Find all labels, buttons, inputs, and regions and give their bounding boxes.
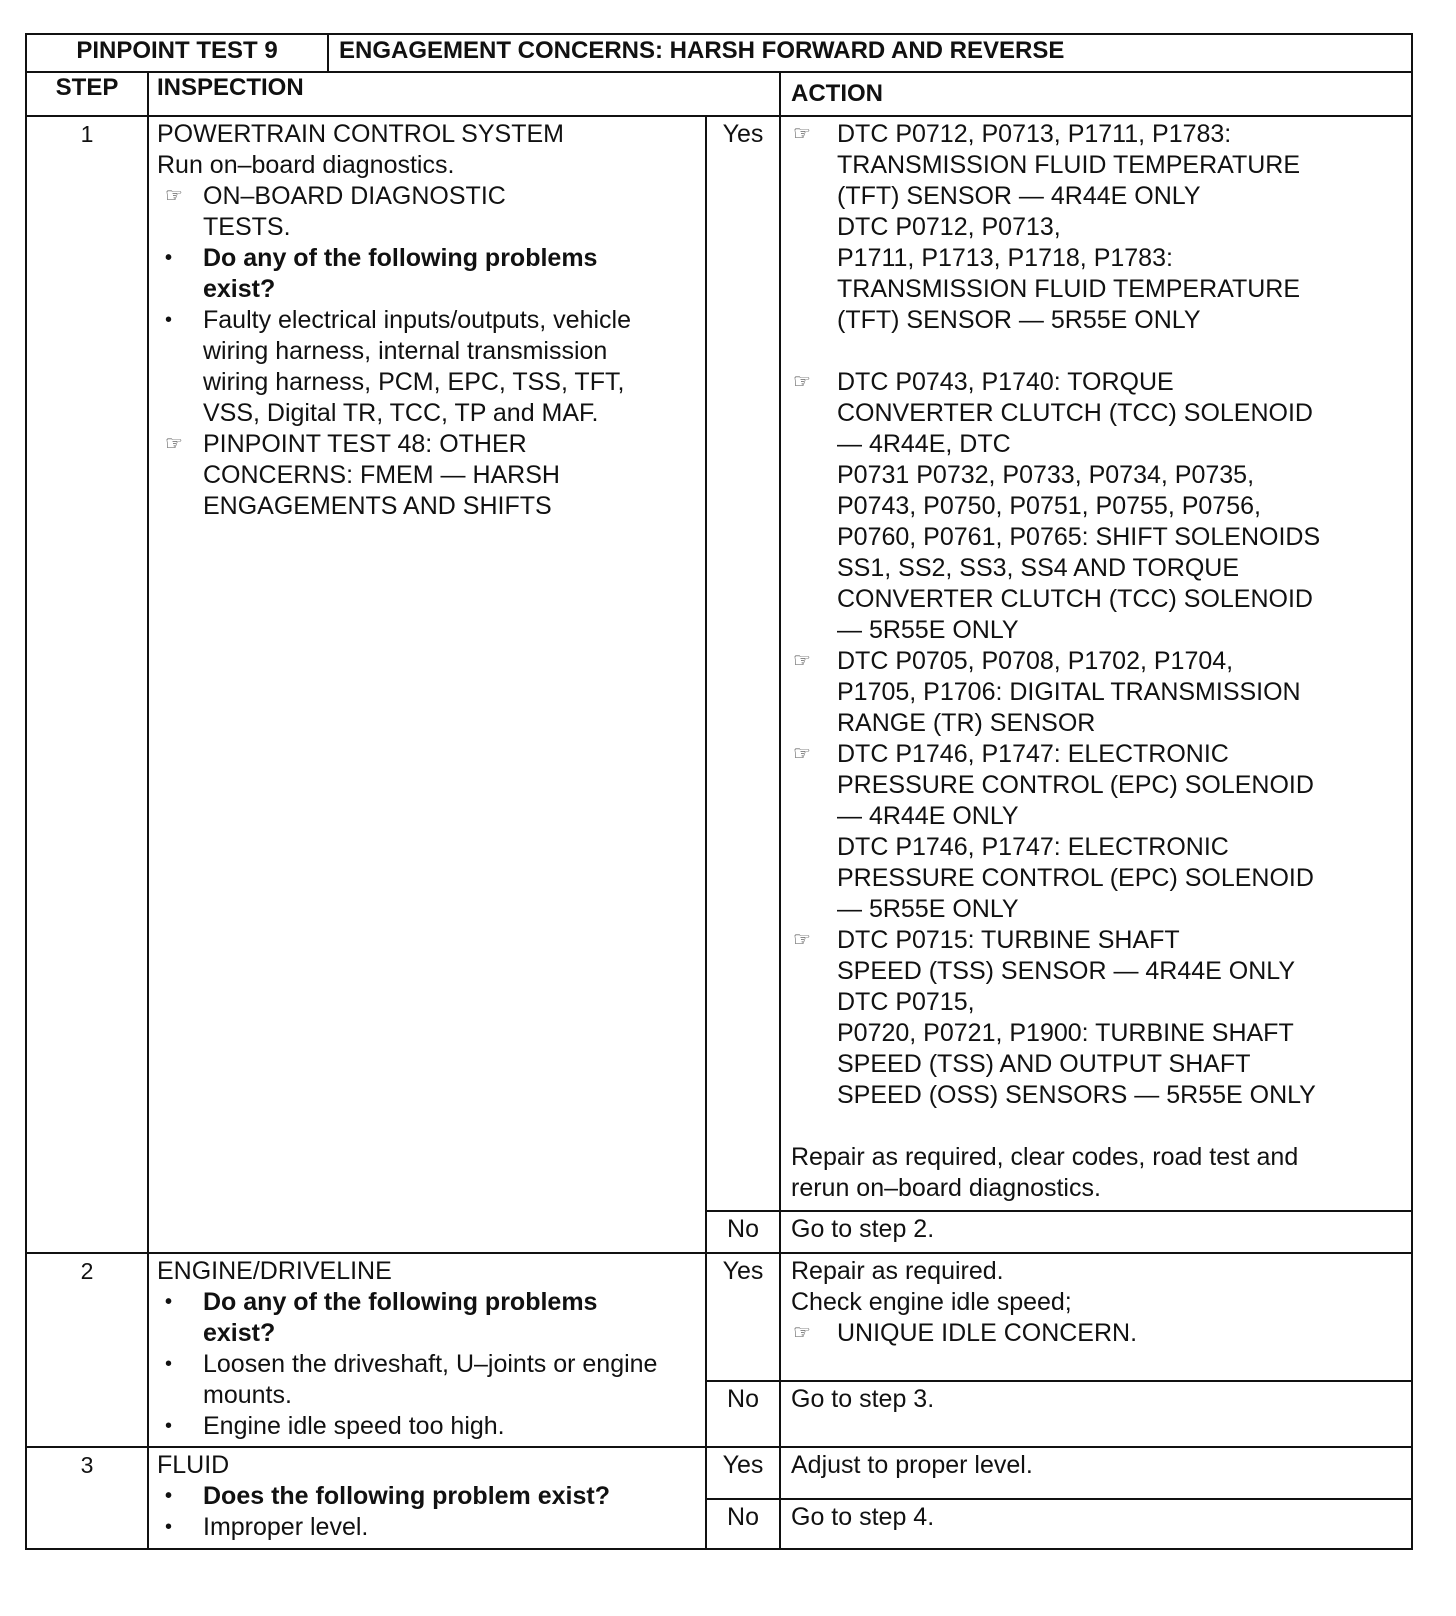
dtc-ref-line[interactable]: P0760, P0761, P0765: SHIFT SOLENOIDS — [837, 523, 1321, 551]
test-id: PINPOINT TEST 9 — [26, 34, 328, 72]
dtc-ref-line[interactable]: — 5R55E ONLY — [837, 616, 1019, 644]
dtc-ref-line[interactable]: P1705, P1706: DIGITAL TRANSMISSION — [837, 678, 1301, 706]
dtc-ref-line[interactable]: SPEED (OSS) SENSORS — 5R55E ONLY — [837, 1081, 1316, 1109]
reference-hand-icon: ☞ — [793, 1322, 811, 1344]
bullet-icon: • — [165, 1485, 173, 1507]
reference-hand-icon: ☞ — [165, 185, 183, 207]
dtc-ref-line[interactable]: P0720, P0721, P1900: TURBINE SHAFT — [837, 1019, 1294, 1047]
problem-text-l4: VSS, Digital TR, TCC, TP and MAF. — [203, 399, 599, 427]
dtc-ref-line[interactable]: — 4R44E, DTC — [837, 430, 1011, 458]
final-instruction-cont: rerun on–board diagnostics. — [791, 1174, 1101, 1202]
problem-text: Engine idle speed too high. — [203, 1412, 505, 1440]
reference-link-l2[interactable]: CONCERNS: FMEM — HARSH — [203, 461, 560, 489]
dtc-ref-line[interactable]: (TFT) SENSOR — 4R44E ONLY — [837, 182, 1201, 210]
question: Does the following problem exist? — [203, 1482, 610, 1510]
dtc-ref-line[interactable]: P0743, P0750, P0751, P0755, P0756, — [837, 492, 1261, 520]
step-3-no-action: Go to step 4. — [780, 1499, 1412, 1549]
step-1-yes-row — [26, 116, 1412, 1211]
problem-text: Improper level. — [203, 1513, 369, 1541]
yes-label: Yes — [706, 1447, 780, 1499]
reference-hand-icon: ☞ — [793, 371, 811, 393]
dtc-ref-line[interactable]: DTC P0712, P0713, P1711, P1783: — [837, 120, 1232, 148]
question: Do any of the following problems — [203, 1288, 598, 1316]
reference-hand-icon: ☞ — [793, 929, 811, 951]
reference-link-cont[interactable]: TESTS. — [203, 213, 291, 241]
step-2-yes-row — [26, 1253, 1412, 1381]
dtc-ref-line[interactable]: — 4R44E ONLY — [837, 802, 1019, 830]
step-number: 2 — [26, 1253, 148, 1447]
action-line: Repair as required. — [791, 1257, 1004, 1285]
step-number: 3 — [26, 1447, 148, 1549]
bullet-icon: • — [165, 1353, 173, 1375]
step-2-no-action: Go to step 3. — [780, 1381, 1412, 1447]
column-header-row — [26, 72, 1412, 116]
test-title: ENGAGEMENT CONCERNS: HARSH FORWARD AND REVERSE — [328, 34, 1412, 72]
system-name: FLUID — [157, 1451, 230, 1479]
step-3-yes-action: Adjust to proper level. — [780, 1447, 1412, 1499]
dtc-ref-line[interactable]: RANGE (TR) SENSOR — [837, 709, 1096, 737]
step-1-no-action: Go to step 2. — [780, 1211, 1412, 1253]
dtc-ref-line[interactable]: SPEED (TSS) AND OUTPUT SHAFT — [837, 1050, 1251, 1078]
reference-hand-icon: ☞ — [793, 650, 811, 672]
problem-text-l2: wiring harness, internal transmission — [203, 337, 608, 365]
reference-link-l3[interactable]: ENGAGEMENTS AND SHIFTS — [203, 492, 552, 520]
reference-hand-icon: ☞ — [793, 743, 811, 765]
inspection-header: INSPECTION — [148, 72, 780, 116]
dtc-ref-line[interactable]: PRESSURE CONTROL (EPC) SOLENOID — [837, 864, 1314, 892]
dtc-ref-line[interactable]: TRANSMISSION FLUID TEMPERATURE — [837, 275, 1301, 303]
reference-link[interactable]: PINPOINT TEST 48: OTHER — [203, 430, 527, 458]
reference-link[interactable]: ON–BOARD DIAGNOSTIC — [203, 182, 506, 210]
question: Do any of the following problems — [203, 244, 598, 272]
spacer — [791, 336, 1401, 367]
dtc-ref-line[interactable]: P0731 P0732, P0733, P0734, P0735, — [837, 461, 1255, 489]
dtc-ref-line[interactable]: DTC P0715, — [837, 988, 975, 1016]
yes-label: Yes — [706, 116, 780, 1211]
step-number: 1 — [26, 116, 148, 1253]
action-line: Check engine idle speed; — [791, 1288, 1072, 1316]
step-1-inspection — [148, 116, 706, 1253]
yes-label: Yes — [706, 1253, 780, 1381]
no-label: No — [706, 1381, 780, 1447]
dtc-ref-line[interactable]: DTC P0743, P1740: TORQUE — [837, 368, 1174, 396]
dtc-ref-line[interactable]: — 5R55E ONLY — [837, 895, 1019, 923]
system-name: POWERTRAIN CONTROL SYSTEM — [157, 120, 564, 148]
bullet-icon: • — [165, 247, 173, 269]
step-3-yes-row — [26, 1447, 1412, 1499]
bullet-icon: • — [165, 1415, 173, 1437]
instruction: Run on–board diagnostics. — [157, 151, 455, 179]
problem-text-cont: mounts. — [203, 1381, 292, 1409]
no-label: No — [706, 1499, 780, 1549]
pinpoint-test-sheet — [25, 33, 1411, 1550]
no-label: No — [706, 1211, 780, 1253]
dtc-ref-line[interactable]: CONVERTER CLUTCH (TCC) SOLENOID — [837, 585, 1313, 613]
step-2-yes-action — [780, 1253, 1412, 1381]
dtc-ref-line[interactable]: DTC P0705, P0708, P1702, P1704, — [837, 647, 1234, 675]
dtc-ref-line[interactable]: DTC P1746, P1747: ELECTRONIC — [837, 833, 1229, 861]
step-header: STEP — [26, 72, 148, 116]
dtc-ref-line[interactable]: CONVERTER CLUTCH (TCC) SOLENOID — [837, 399, 1313, 427]
final-instruction: Repair as required, clear codes, road test and — [791, 1143, 1299, 1171]
spacer — [791, 1111, 1401, 1142]
problem-text: Faulty electrical inputs/outputs, vehicle — [203, 306, 631, 334]
bullet-icon: • — [165, 309, 173, 331]
step-2-inspection — [148, 1253, 706, 1447]
system-name: ENGINE/DRIVELINE — [157, 1257, 392, 1285]
problem-text-l3: wiring harness, PCM, EPC, TSS, TFT, — [203, 368, 625, 396]
dtc-ref-line[interactable]: DTC P0712, P0713, — [837, 213, 1061, 241]
dtc-ref-line[interactable]: P1711, P1713, P1718, P1783: — [837, 244, 1173, 272]
question-cont: exist? — [203, 1319, 276, 1347]
diagnostic-table — [25, 33, 1413, 1550]
bullet-icon: • — [165, 1291, 173, 1313]
dtc-ref-line[interactable]: SS1, SS2, SS3, SS4 AND TORQUE — [837, 554, 1240, 582]
reference-hand-icon: ☞ — [165, 433, 183, 455]
question-cont: exist? — [203, 275, 276, 303]
reference-hand-icon: ☞ — [793, 123, 811, 145]
action-header: ACTION — [780, 72, 1412, 116]
step-3-inspection — [148, 1447, 706, 1549]
dtc-ref-line[interactable]: DTC P1746, P1747: ELECTRONIC — [837, 740, 1229, 768]
dtc-ref-line[interactable]: SPEED (TSS) SENSOR — 4R44E ONLY — [837, 957, 1295, 985]
step-1-yes-action — [780, 116, 1412, 1211]
title-row — [26, 34, 1412, 72]
problem-text: Loosen the driveshaft, U–joints or engine — [203, 1350, 658, 1378]
bullet-icon: • — [165, 1516, 173, 1538]
dtc-ref-line[interactable]: PRESSURE CONTROL (EPC) SOLENOID — [837, 771, 1314, 799]
reference-link[interactable]: UNIQUE IDLE CONCERN. — [837, 1319, 1138, 1347]
dtc-ref-line[interactable]: (TFT) SENSOR — 5R55E ONLY — [837, 306, 1201, 334]
dtc-ref-line[interactable]: DTC P0715: TURBINE SHAFT — [837, 926, 1180, 954]
dtc-ref-line[interactable]: TRANSMISSION FLUID TEMPERATURE — [837, 151, 1301, 179]
